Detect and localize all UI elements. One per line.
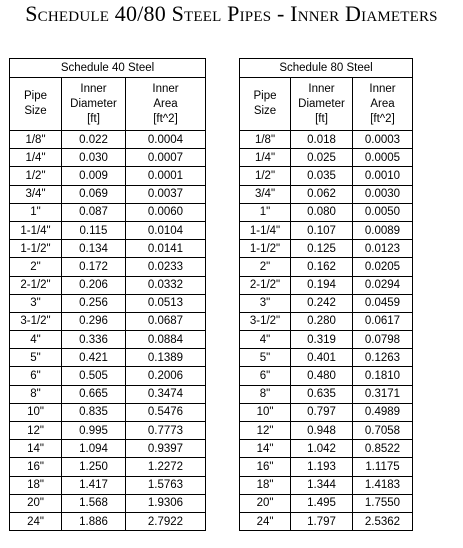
inner-diameter-cell: 0.115	[62, 221, 126, 239]
pipe-size-cell: 3"	[10, 294, 62, 312]
inner-diameter-cell: 0.242	[291, 294, 353, 312]
pipe-size-cell: 4"	[240, 331, 291, 349]
pipe-size-cell: 16"	[10, 458, 62, 476]
pipe-size-cell: 1-1/4"	[10, 221, 62, 239]
inner-diameter-cell: 0.319	[291, 331, 353, 349]
pipe-size-cell: 2-1/2"	[10, 276, 62, 294]
inner-area-cell: 0.5476	[126, 403, 206, 421]
inner-diameter-cell: 0.009	[62, 167, 126, 185]
inner-area-cell: 0.0060	[126, 203, 206, 221]
inner-diameter-cell: 0.256	[62, 294, 126, 312]
column-header-line: Inner	[152, 82, 179, 95]
table-row	[10, 440, 206, 458]
inner-diameter-cell: 0.480	[291, 367, 353, 385]
table-row	[10, 422, 206, 440]
table-body	[10, 131, 206, 531]
schedule-40-table	[9, 58, 206, 531]
inner-area-cell: 1.2272	[126, 458, 206, 476]
schedule-80-table	[239, 58, 413, 531]
column-header-line: [ft^2]	[370, 112, 395, 125]
inner-area-cell: 0.0003	[353, 131, 413, 149]
pipe-size-cell: 6"	[240, 367, 291, 385]
inner-diameter-cell: 0.035	[291, 167, 353, 185]
inner-diameter-cell: 0.025	[291, 149, 353, 167]
inner-area-cell: 2.5362	[353, 512, 413, 530]
pipe-size-cell: 1-1/4"	[240, 221, 291, 239]
inner-diameter-cell: 0.401	[291, 349, 353, 367]
column-header-line: Area	[370, 97, 395, 110]
inner-area-cell: 0.3171	[353, 385, 413, 403]
pipe-size-cell: 18"	[240, 476, 291, 494]
column-header-pipe-size	[240, 78, 291, 131]
inner-diameter-cell: 1.094	[62, 440, 126, 458]
inner-diameter-cell: 0.069	[62, 185, 126, 203]
pipe-size-cell: 2-1/2"	[240, 276, 291, 294]
column-header-pipe-size	[10, 78, 62, 131]
table-body	[240, 131, 413, 531]
inner-diameter-cell: 0.087	[62, 203, 126, 221]
inner-diameter-cell: 0.022	[62, 131, 126, 149]
inner-area-cell: 0.0030	[353, 185, 413, 203]
inner-area-cell: 2.7922	[126, 512, 206, 530]
pipe-size-cell: 3-1/2"	[240, 312, 291, 330]
inner-diameter-cell: 1.495	[291, 494, 353, 512]
inner-diameter-cell: 0.018	[291, 131, 353, 149]
inner-area-cell: 0.8522	[353, 440, 413, 458]
column-header-inner-area	[353, 78, 413, 131]
pipe-size-cell: 3"	[240, 294, 291, 312]
table-row	[240, 276, 413, 294]
table-row	[240, 440, 413, 458]
table-row	[240, 458, 413, 476]
table-row	[10, 149, 206, 167]
column-header-inner-area	[126, 78, 206, 131]
pipe-size-cell: 8"	[10, 385, 62, 403]
inner-diameter-cell: 0.995	[62, 422, 126, 440]
inner-diameter-cell: 0.835	[62, 403, 126, 421]
inner-area-cell: 0.0233	[126, 258, 206, 276]
inner-diameter-cell: 1.568	[62, 494, 126, 512]
pipe-size-cell: 18"	[10, 476, 62, 494]
inner-area-cell: 0.0001	[126, 167, 206, 185]
inner-area-cell: 0.1263	[353, 349, 413, 367]
column-header-line: Size	[253, 105, 277, 117]
column-header-line: Size	[24, 105, 47, 117]
inner-area-cell: 0.0123	[353, 240, 413, 258]
pipe-size-cell: 16"	[240, 458, 291, 476]
table-row	[10, 240, 206, 258]
table-row	[10, 349, 206, 367]
table-row	[240, 185, 413, 203]
table-row	[10, 276, 206, 294]
inner-area-cell: 0.3474	[126, 385, 206, 403]
table-row	[240, 494, 413, 512]
table-row	[10, 512, 206, 530]
table-row	[10, 494, 206, 512]
table-caption: Schedule 80 Steel	[240, 59, 413, 78]
table-caption: Schedule 40 Steel	[10, 59, 206, 78]
table-row	[10, 221, 206, 239]
table-row	[240, 422, 413, 440]
pipe-size-cell: 3/4"	[240, 185, 291, 203]
pipe-size-cell: 3/4"	[10, 185, 62, 203]
column-header-line: Diameter	[70, 97, 117, 110]
inner-diameter-cell: 1.193	[291, 458, 353, 476]
inner-diameter-cell: 0.296	[62, 312, 126, 330]
inner-area-cell: 0.0050	[353, 203, 413, 221]
inner-diameter-cell: 0.194	[291, 276, 353, 294]
inner-diameter-cell: 0.336	[62, 331, 126, 349]
table-row	[10, 385, 206, 403]
pipe-size-cell: 14"	[10, 440, 62, 458]
inner-area-cell: 0.9397	[126, 440, 206, 458]
column-header-line: Inner	[80, 82, 107, 95]
inner-diameter-cell: 1.250	[62, 458, 126, 476]
pipe-size-cell: 3-1/2"	[10, 312, 62, 330]
page-title: Schedule 40/80 Steel Pipes - Inner Diameters	[25, 1, 438, 26]
inner-area-cell: 0.1389	[126, 349, 206, 367]
inner-area-cell: 0.0513	[126, 294, 206, 312]
pipe-size-cell: 20"	[240, 494, 291, 512]
inner-diameter-cell: 1.417	[62, 476, 126, 494]
table-row	[240, 203, 413, 221]
table-row	[240, 476, 413, 494]
table-row	[240, 149, 413, 167]
inner-diameter-cell: 1.042	[291, 440, 353, 458]
table-row	[240, 294, 413, 312]
inner-area-cell: 0.0104	[126, 221, 206, 239]
column-header-inner-diameter	[291, 78, 353, 131]
pipe-size-cell: 6"	[10, 367, 62, 385]
table-row	[240, 367, 413, 385]
column-header-line: [ft]	[315, 112, 328, 125]
column-header-line: Pipe	[253, 90, 277, 102]
table-row	[10, 294, 206, 312]
pipe-size-cell: 1/2"	[240, 167, 291, 185]
inner-area-cell: 0.4989	[353, 403, 413, 421]
inner-area-cell: 0.0010	[353, 167, 413, 185]
column-header-line: Area	[153, 97, 178, 110]
inner-area-cell: 1.7550	[353, 494, 413, 512]
inner-area-cell: 0.0089	[353, 221, 413, 239]
table-row	[10, 258, 206, 276]
table-row	[10, 403, 206, 421]
inner-area-cell: 1.9306	[126, 494, 206, 512]
inner-diameter-cell: 0.162	[291, 258, 353, 276]
pipe-size-cell: 20"	[10, 494, 62, 512]
inner-diameter-cell: 1.886	[62, 512, 126, 530]
column-header-line: Inner	[308, 82, 335, 95]
table-row	[10, 167, 206, 185]
inner-diameter-cell: 0.107	[291, 221, 353, 239]
inner-diameter-cell: 0.505	[62, 367, 126, 385]
table-row	[10, 476, 206, 494]
inner-area-cell: 0.0687	[126, 312, 206, 330]
inner-diameter-cell: 0.635	[291, 385, 353, 403]
column-header-line: Pipe	[23, 90, 48, 102]
inner-diameter-cell: 0.172	[62, 258, 126, 276]
table-row	[240, 385, 413, 403]
pipe-size-cell: 12"	[10, 422, 62, 440]
inner-area-cell: 1.5763	[126, 476, 206, 494]
inner-area-cell: 0.0459	[353, 294, 413, 312]
inner-area-cell: 0.0332	[126, 276, 206, 294]
inner-area-cell: 1.1175	[353, 458, 413, 476]
pipe-size-cell: 2"	[10, 258, 62, 276]
inner-diameter-cell: 0.948	[291, 422, 353, 440]
inner-area-cell: 0.0294	[353, 276, 413, 294]
inner-area-cell: 0.0004	[126, 131, 206, 149]
inner-diameter-cell: 0.206	[62, 276, 126, 294]
table-row	[240, 331, 413, 349]
pipe-size-cell: 1/2"	[10, 167, 62, 185]
inner-area-cell: 0.0205	[353, 258, 413, 276]
pipe-size-cell: 10"	[240, 403, 291, 421]
table-row	[240, 240, 413, 258]
pipe-size-cell: 12"	[240, 422, 291, 440]
pipe-size-cell: 1"	[240, 203, 291, 221]
pipe-size-cell: 1-1/2"	[240, 240, 291, 258]
inner-area-cell: 0.0037	[126, 185, 206, 203]
column-header-line: [ft]	[87, 112, 100, 125]
pipe-size-cell: 1/4"	[10, 149, 62, 167]
pipe-size-cell: 1-1/2"	[10, 240, 62, 258]
inner-area-cell: 0.7773	[126, 422, 206, 440]
column-header-inner-diameter	[62, 78, 126, 131]
inner-diameter-cell: 0.125	[291, 240, 353, 258]
table-row	[240, 167, 413, 185]
table-row	[240, 349, 413, 367]
pipe-size-cell: 24"	[240, 512, 291, 530]
inner-diameter-cell: 1.797	[291, 512, 353, 530]
pipe-size-cell: 8"	[240, 385, 291, 403]
inner-area-cell: 0.1810	[353, 367, 413, 385]
pipe-size-cell: 14"	[240, 440, 291, 458]
inner-diameter-cell: 0.421	[62, 349, 126, 367]
inner-area-cell: 0.0005	[353, 149, 413, 167]
table-row	[240, 512, 413, 530]
column-header-line: [ft^2]	[153, 112, 178, 125]
inner-area-cell: 0.0617	[353, 312, 413, 330]
inner-area-cell: 0.2006	[126, 367, 206, 385]
column-header-line: Diameter	[298, 97, 345, 110]
inner-diameter-cell: 0.062	[291, 185, 353, 203]
table-row	[240, 221, 413, 239]
pipe-size-cell: 1/4"	[240, 149, 291, 167]
pipe-size-cell: 1"	[10, 203, 62, 221]
pipe-size-cell: 10"	[10, 403, 62, 421]
inner-diameter-cell: 0.134	[62, 240, 126, 258]
table-row	[10, 203, 206, 221]
pipe-size-cell: 1/8"	[10, 131, 62, 149]
inner-diameter-cell: 0.665	[62, 385, 126, 403]
inner-area-cell: 1.4183	[353, 476, 413, 494]
inner-diameter-cell: 0.280	[291, 312, 353, 330]
pipe-size-cell: 5"	[240, 349, 291, 367]
inner-area-cell: 0.7058	[353, 422, 413, 440]
inner-diameter-cell: 0.030	[62, 149, 126, 167]
inner-diameter-cell: 0.797	[291, 403, 353, 421]
table-row	[10, 131, 206, 149]
table-row	[10, 458, 206, 476]
table-row	[10, 312, 206, 330]
inner-area-cell: 0.0798	[353, 331, 413, 349]
inner-area-cell: 0.0884	[126, 331, 206, 349]
inner-diameter-cell: 0.080	[291, 203, 353, 221]
table-row	[10, 185, 206, 203]
inner-diameter-cell: 1.344	[291, 476, 353, 494]
inner-area-cell: 0.0007	[126, 149, 206, 167]
pipe-size-cell: 24"	[10, 512, 62, 530]
pipe-size-cell: 1/8"	[240, 131, 291, 149]
column-header-line: Inner	[369, 82, 396, 95]
inner-area-cell: 0.0141	[126, 240, 206, 258]
pipe-size-cell: 4"	[10, 331, 62, 349]
table-row	[10, 331, 206, 349]
table-row	[10, 367, 206, 385]
table-row	[240, 403, 413, 421]
table-row	[240, 258, 413, 276]
table-row	[240, 312, 413, 330]
pipe-size-cell: 2"	[240, 258, 291, 276]
table-row	[240, 131, 413, 149]
pipe-size-cell: 5"	[10, 349, 62, 367]
